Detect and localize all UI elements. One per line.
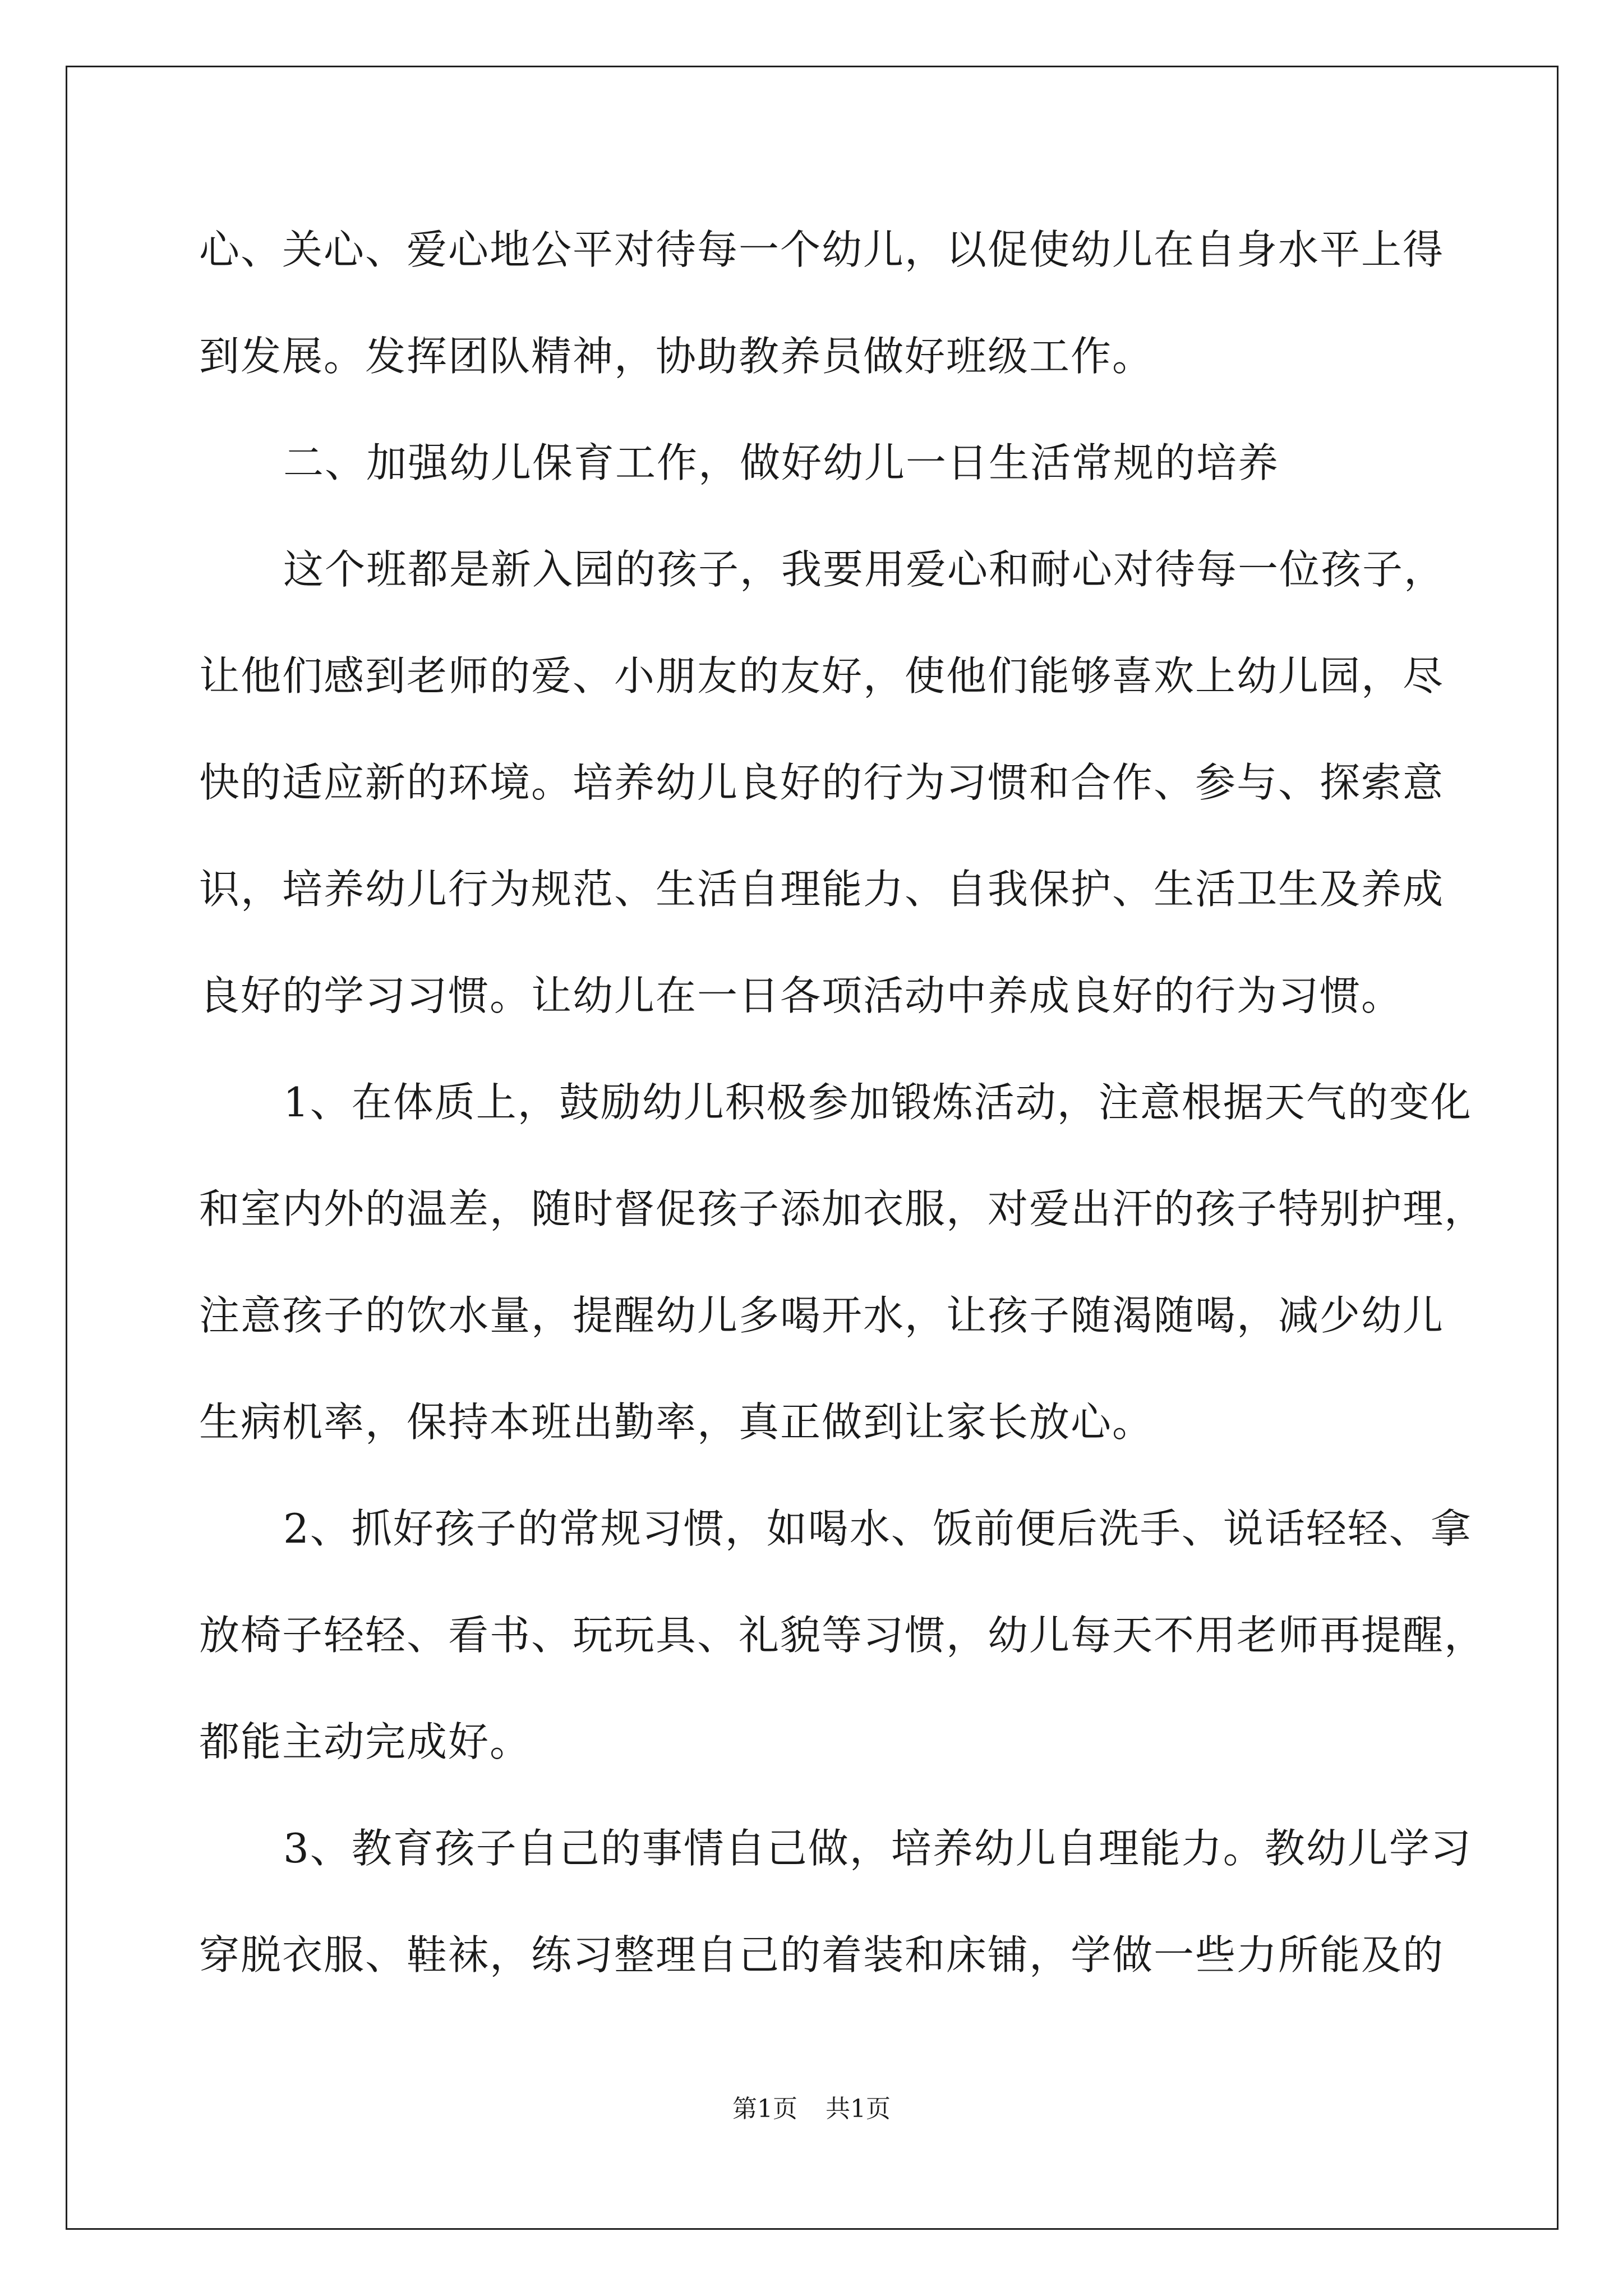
- page-total: 共1页: [826, 2095, 891, 2123]
- text-line: 二、加强幼儿保育工作，做好幼儿一日生活常规的培养: [283, 439, 1280, 486]
- text-line: 注意孩子的饮水量，提醒幼儿多喝开水，让孩子随渴随喝，减少幼儿: [199, 1292, 1445, 1339]
- text-line: 这个班都是新入园的孩子，我要用爱心和耐心对待每一位孩子，: [283, 546, 1446, 593]
- text-line: 良好的学习习惯。让幼儿在一日各项活动中养成良好的行为习惯。: [199, 972, 1403, 1019]
- text-line: 让他们感到老师的爱、小朋友的友好，使他们能够喜欢上幼儿园，尽: [199, 652, 1445, 700]
- page-footer: [0, 2092, 1623, 2126]
- text-line: 3、教育孩子自己的事情自己做，培养幼儿自理能力。教幼儿学习: [283, 1825, 1472, 1872]
- text-line: 都能主动完成好。: [199, 1718, 532, 1765]
- text-line: 1、在体质上，鼓励幼儿积极参加锻炼活动，注意根据天气的变化: [283, 1079, 1472, 1126]
- text-line: 快的适应新的环境。培养幼儿良好的行为习惯和合作、参与、探索意: [199, 759, 1445, 806]
- page-number: 第1页: [732, 2095, 797, 2123]
- document-body: [199, 208, 1486, 2019]
- text-line: 放椅子轻轻、看书、玩玩具、礼貌等习惯，幼儿每天不用老师再提醒，: [199, 1612, 1486, 1659]
- text-line: 心、关心、爱心地公平对待每一个幼儿，以促使幼儿在自身水平上得: [199, 226, 1445, 273]
- text-line: 穿脱衣服、鞋袜，练习整理自己的着装和床铺，学做一些力所能及的: [199, 1931, 1445, 1978]
- text-line: 到发展。发挥团队精神，协助教养员做好班级工作。: [199, 333, 1154, 380]
- text-line: 和室内外的温差，随时督促孩子添加衣服，对爱出汗的孩子特别护理，: [199, 1185, 1486, 1232]
- text-line: 识，培养幼儿行为规范、生活自理能力、自我保护、生活卫生及养成: [199, 866, 1445, 913]
- text-line: 2、抓好孩子的常规习惯，如喝水、饭前便后洗手、说话轻轻、拿: [283, 1505, 1472, 1552]
- text-line: 生病机率，保持本班出勤率，真正做到让家长放心。: [199, 1398, 1154, 1446]
